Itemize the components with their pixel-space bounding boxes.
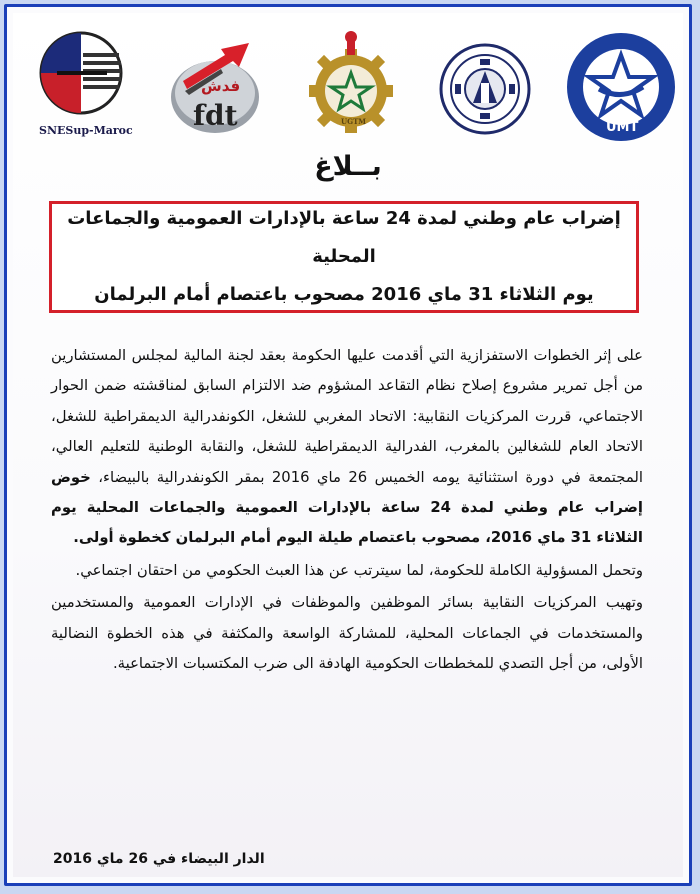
headline-line-2: يوم الثلاثاء 31 ماي 2016 مصحوب باعتصام أمام البرلمان (94, 284, 594, 305)
paragraph-3: وتهيب المركزيات النقابية بسائر الموظفين والموظفات في الإدارات العمومية والمستخدمين والمستخدمات في الجماعات المحلية، للمشاركة الواسعة والمكثفة في هذه الخطوة النضالية الأولى، من أجل التصدي للمخططات الحكومية الهادفة الى ضرب المكتسبات الاجتماعية. (51, 594, 643, 673)
umt-label: UMT (606, 120, 639, 135)
place-date: الدار البيضاء في 26 ماي 2016 (53, 851, 265, 867)
snesup-logo (27, 27, 135, 139)
paragraph-2: وتحمل المسؤولية الكاملة للحكومة، لما سيترتب عن هذا العبث الحكومي من احتقان اجتماعي. (75, 561, 643, 579)
fdt-logo (163, 33, 273, 143)
ugtm-label: UGTM (341, 117, 367, 126)
snesup-emblem-icon (27, 27, 135, 123)
fdt-arabic-label: فدش (201, 77, 241, 95)
fdt-latin-label: fdt (193, 99, 238, 132)
umt-logo (563, 29, 679, 145)
headline-box (49, 201, 639, 313)
ugtm-logo (301, 31, 401, 143)
statement-body (51, 341, 643, 679)
page-title: بــلاغ (314, 151, 382, 182)
headline-line-1: إضراب عام وطني لمدة 24 ساعة بالإدارات العمومية والجماعات المحلية (67, 208, 621, 267)
snesup-label: SNESup-Maroc (39, 124, 133, 137)
page-frame (4, 4, 692, 886)
paragraph-1 (51, 341, 643, 554)
paragraph-1-bold: خوض إضراب عام وطني لمدة 24 ساعة بالإدارات العمومية والجماعات المحلية يوم الثلاثاء 31 ماي 2016، مصحوب باعتصام طيلة اليوم أمام البرلمان كخطوة أولى. (51, 468, 643, 547)
paragraph-1-text: على إثر الخطوات الاستفزازية التي أقدمت عليها الحكومة بعقد لجنة المالية لمجلس المستشارين من أجل تمرير مشروع إصلاح نظام التقاعد المشؤوم ضد الالتزام السابق لمناقشته ضمن الحوار الاجتماعي، قررت المركزيات النقابية: الاتحاد المغربي للشغل، الكونفدرالية الديمقراطية للشغل، الاتحاد العام للشغالين بالمغرب، الفدرالية الديمقراطية للشغل، والنقابة الوطنية للتعليم العالي، المجتمعة في دورة استثنائية يومه الخميس 26 ماي 2016 بمقر الكونفدرالية بالبيضاء، (51, 347, 643, 486)
cdt-logo (433, 31, 537, 143)
cdt-emblem-icon (433, 31, 537, 143)
ugtm-gear-icon (301, 31, 401, 143)
document (13, 13, 683, 877)
logos-row (13, 23, 683, 153)
